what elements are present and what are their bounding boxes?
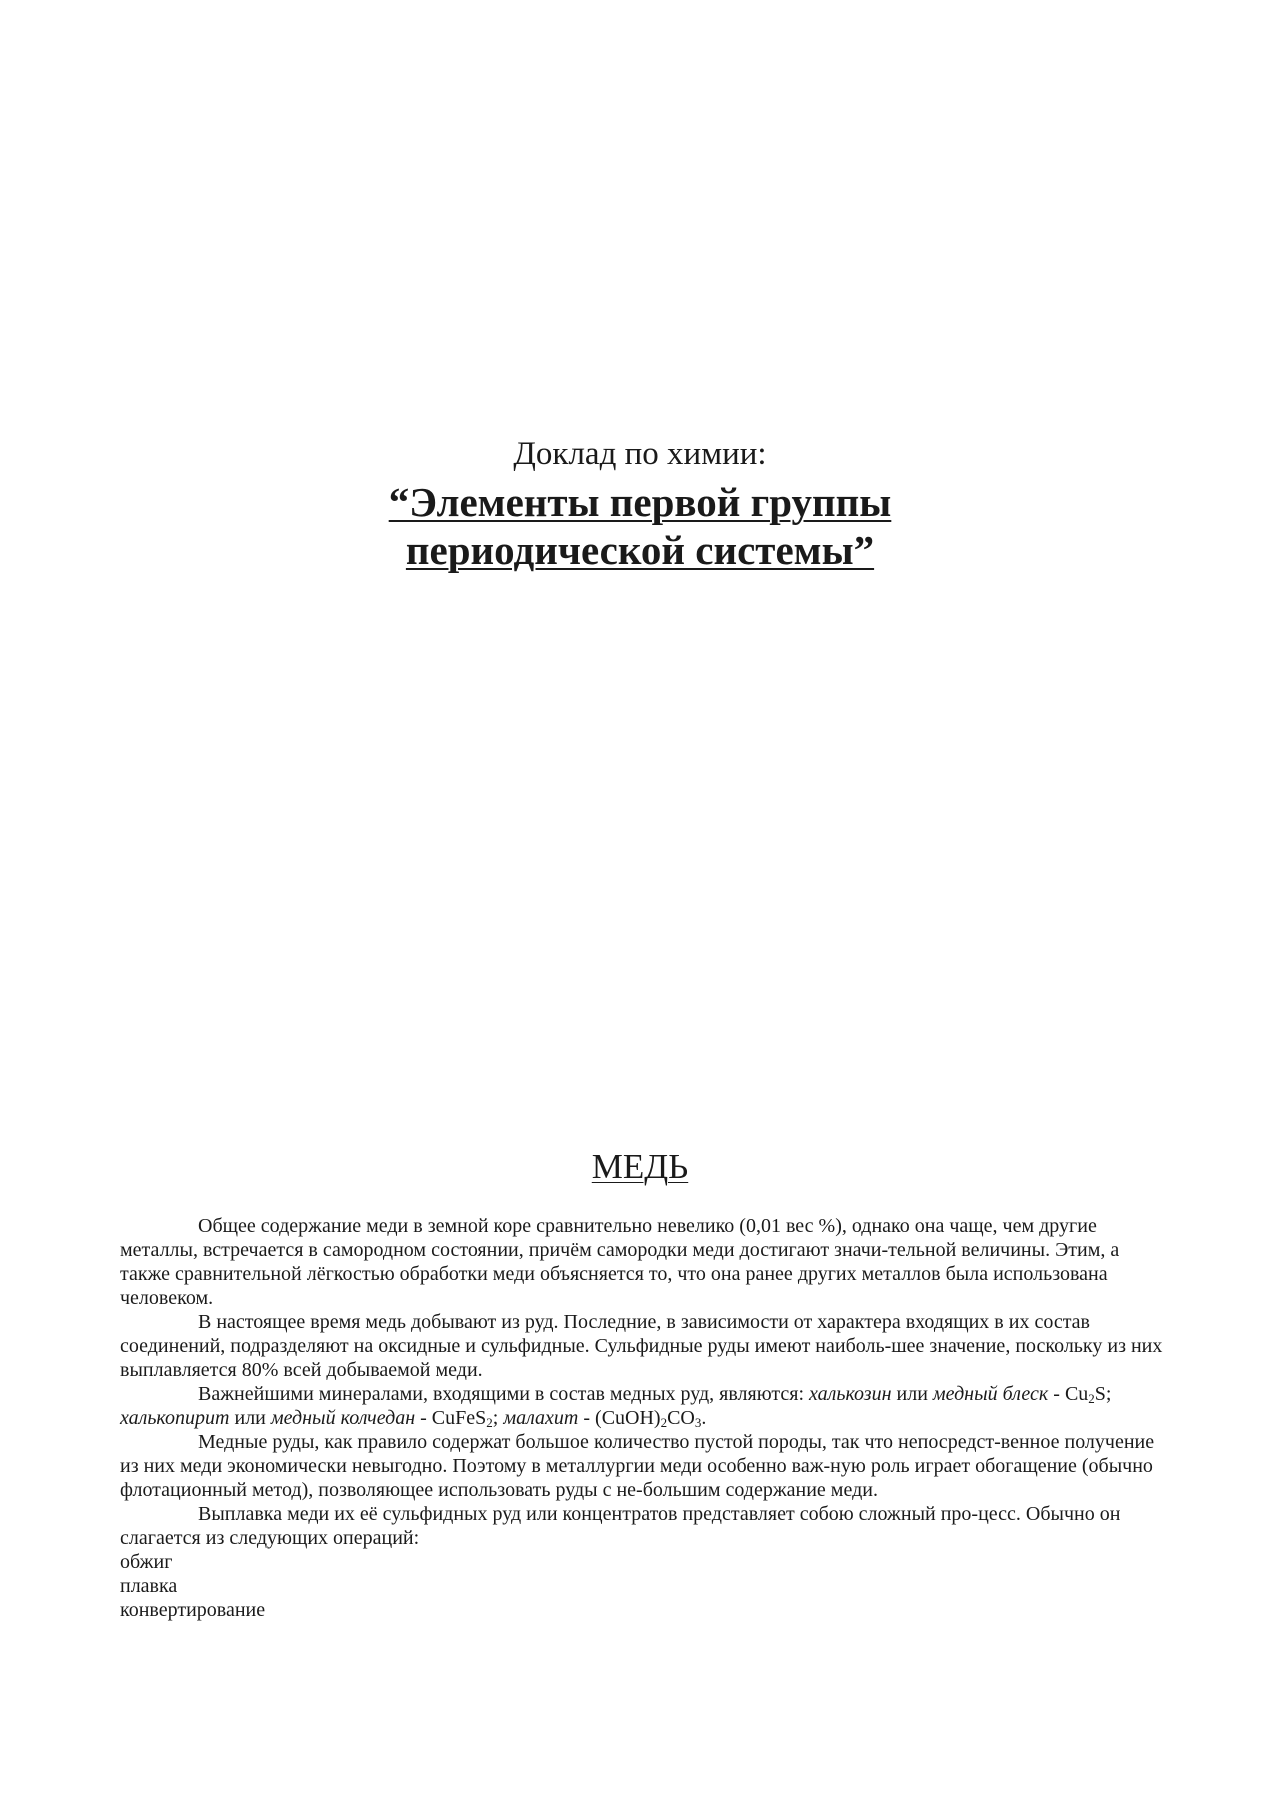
operations-list — [120, 1550, 1165, 1622]
operation-item: обжиг — [120, 1551, 173, 1573]
paragraph-1: Общее содержание меди в земной коре сравнительно невелико (0,01 вес %), однако она чаще, чем другие металлы, встречается в самородном состоянии, причём самородки меди достигают значи-тельной величины. Этим, а также сравнительной лёгкостью обработки меди объясняется то, что она ранее других металлов была использована человеком. — [120, 1215, 1120, 1309]
formula-subscript: 2 — [660, 1415, 668, 1430]
section-heading: МЕДЬ — [591, 1147, 689, 1186]
formula-part: - (CuOH) — [578, 1407, 661, 1429]
formula-subscript: 2 — [1088, 1391, 1095, 1406]
mineral-copper-pyrite: медный колчедан — [270, 1407, 416, 1429]
mineral-malachite: малахит — [503, 1407, 579, 1429]
text-or: или — [891, 1383, 933, 1405]
mineral-chalcopyrite: халькопирит — [120, 1407, 230, 1429]
formula-part: - Cu — [1048, 1383, 1089, 1405]
report-subtitle: Доклад по химии: — [513, 436, 767, 472]
section-body — [120, 1214, 1165, 1622]
cover-title-block — [0, 432, 1280, 574]
text-or: или — [229, 1407, 271, 1429]
report-title — [0, 478, 1280, 574]
report-title-line-2: периодической системы” — [405, 527, 875, 573]
paragraph-5: Выплавка меди их её сульфидных руд или концентратов представляет собою сложный про-цесс. Обычно он слагается из следующих операций: — [120, 1503, 1121, 1549]
formula-subscript: 3 — [694, 1415, 702, 1430]
paragraph-3 — [120, 1382, 1165, 1430]
formula-part: S; — [1094, 1383, 1112, 1405]
formula-part: . — [701, 1407, 707, 1429]
operation-item: плавка — [120, 1575, 178, 1597]
operation-item: конвертирование — [120, 1599, 266, 1621]
paragraph-3-lead: Важнейшими минералами, входящими в состав медных руд, являются: — [198, 1383, 810, 1405]
mineral-copper-glance: медный блеск — [932, 1383, 1049, 1405]
paragraph-4: Медные руды, как правило содержат большое количество пустой породы, так что непосредст-венное получение из них меди экономически невыгодно. Поэтому в металлургии меди особенно важ-ную роль играет обогащение (обычно флотационный метод), позволяющее использовать руды с не-большим содержание меди. — [120, 1431, 1155, 1501]
paragraph-2: В настоящее время медь добывают из руд. Последние, в зависимости от характера входящих в их состав соединений, подразделяют на оксидные и сульфидные. Сульфидные руды имеют наиболь-шее значение, поскольку из них выплавляется 80% всей добываемой меди. — [120, 1311, 1163, 1381]
formula-part: ; — [492, 1407, 504, 1429]
report-title-line-1: “Элементы первой группы — [388, 479, 892, 525]
formula-part: CO — [667, 1407, 695, 1429]
formula-subscript: 2 — [486, 1415, 493, 1430]
mineral-chalcocite: халькозин — [809, 1383, 892, 1405]
formula-part: - CuFeS — [415, 1407, 487, 1429]
